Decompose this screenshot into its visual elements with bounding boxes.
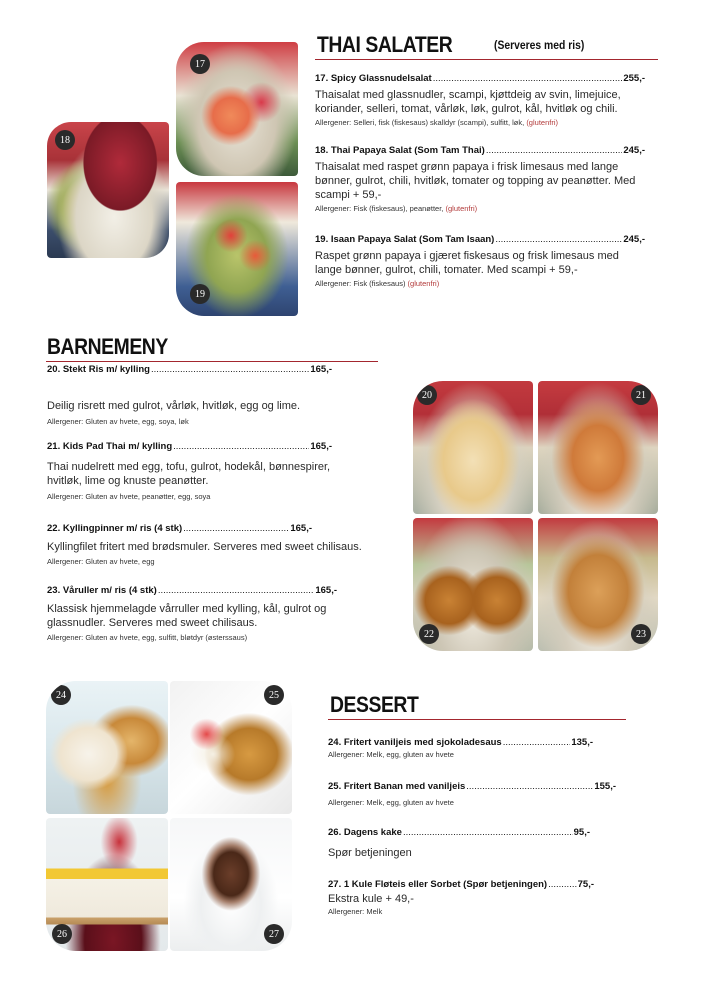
photo-kids-fried-rice-20 — [413, 381, 533, 514]
item-allergens: Allergener: Gluten av hvete, egg, soya, løk — [47, 417, 189, 426]
item-description: Thaisalat med glassnudler, scampi, kjøttdeig av svin, limejuice, koriander, selleri, tomat, vårløk, løk, gulrot, kål, hvitløk og chili. — [315, 89, 621, 115]
item-allergens: Allergener: Melk, egg, gluten av hvete — [328, 750, 454, 759]
item-number-badge-27: 27 — [264, 924, 284, 944]
leader-dots — [158, 585, 315, 596]
item-price: 165,- — [310, 364, 332, 375]
item-number-badge-22: 22 — [419, 624, 439, 644]
allergen-text: Allergener: Fisk (fiskesaus), peanøtter, — [315, 204, 444, 213]
leader-dots — [173, 441, 309, 452]
leader-dots — [433, 73, 623, 84]
leader-dots — [466, 781, 593, 792]
item-price: 165,- — [315, 585, 337, 596]
item-name: 25. Fritert Banan med vaniljeis — [328, 781, 466, 792]
menu-item-27 — [328, 879, 594, 917]
menu-item-20-details — [47, 399, 377, 427]
item-price: 245,- — [623, 234, 645, 245]
item-allergens: Allergener: Gluten av hvete, egg, sulfitt, bløtdyr (østerssaus) — [47, 633, 248, 642]
item-name: 22. Kyllingpinner m/ ris (4 stk) — [47, 523, 183, 534]
item-name: 17. Spicy Glassnudelsalat — [315, 73, 432, 84]
item-price: 135,- — [571, 737, 593, 748]
item-allergens — [315, 278, 645, 289]
leader-dots — [486, 145, 623, 156]
item-name: 21. Kids Pad Thai m/ kylling — [47, 441, 173, 452]
photo-dessert-cake-26 — [46, 818, 168, 951]
item-number-badge-23: 23 — [631, 624, 651, 644]
photo-salad-18 — [47, 122, 169, 258]
item-description: Kyllingfilet fritert med brødsmuler. Serveres med sweet chilisaus. — [47, 541, 362, 553]
leader-dots — [183, 523, 289, 534]
item-number-badge-18: 18 — [55, 130, 75, 150]
photo-salad-19 — [176, 182, 298, 316]
item-number-badge-26: 26 — [52, 924, 72, 944]
leader-dots — [151, 364, 309, 375]
menu-item-22 — [47, 523, 312, 534]
menu-item-25 — [328, 781, 616, 808]
allergen-text: Allergener: Fisk (fiskesaus) — [315, 279, 406, 288]
photo-dessert-ice-cream-27 — [170, 818, 292, 951]
menu-item-20 — [47, 364, 332, 375]
allergen-text: Allergener: Selleri, fisk (fiskesaus) skalldyr (scampi), sulfitt, løk, — [315, 118, 525, 127]
photo-kids-spring-rolls-23 — [538, 518, 658, 651]
item-allergens: Allergener: Gluten av hvete, peanøtter, egg, soya — [47, 492, 211, 501]
photo-dessert-fried-banana-25 — [170, 681, 292, 814]
item-number-badge-19: 19 — [190, 284, 210, 304]
section-title-barnemeny: BARNEMENY — [47, 334, 168, 359]
section-divider — [315, 59, 658, 60]
item-name: 26. Dagens kake — [328, 827, 402, 838]
item-price: 155,- — [594, 781, 616, 792]
item-name: 20. Stekt Ris m/ kylling — [47, 364, 150, 375]
leader-dots — [548, 879, 577, 890]
item-allergens — [315, 117, 645, 128]
item-description: Spør betjeningen — [328, 847, 412, 859]
item-name: 23. Våruller m/ ris (4 stk) — [47, 585, 157, 596]
item-price: 95,- — [573, 827, 590, 838]
item-number-badge-20: 20 — [417, 385, 437, 405]
leader-dots — [503, 737, 571, 748]
item-price: 245,- — [623, 145, 645, 156]
item-allergens — [315, 203, 645, 214]
item-number-badge-24: 24 — [51, 685, 71, 705]
menu-item-24 — [328, 737, 593, 760]
leader-dots — [495, 234, 622, 245]
item-description: Klassisk hjemmelagde vårruller med kylling, kål, gulrot og glassnudler. Serveres med sweet chilisaus. — [47, 603, 327, 629]
gluten-free-tag: (glutenfri) — [407, 279, 440, 288]
menu-item-23-details — [47, 602, 367, 643]
item-price: 75,- — [577, 879, 594, 890]
menu-item-23 — [47, 585, 337, 596]
item-name: 18. Thai Papaya Salat (Som Tam Thai) — [315, 145, 485, 156]
leader-dots — [403, 827, 573, 838]
section-title-dessert: DESSERT — [330, 692, 419, 717]
gluten-free-tag: (glutenfri) — [445, 204, 478, 213]
photo-dessert-fried-icecream-24 — [46, 681, 168, 814]
item-allergens: Allergener: Melk — [328, 907, 383, 916]
item-allergens: Allergener: Gluten av hvete, egg — [47, 557, 155, 566]
item-name: 19. Isaan Papaya Salat (Som Tam Isaan) — [315, 234, 495, 245]
item-description: Thaisalat med raspet grønn papaya i frisk limesaus med lange bønner, gulrot, chili, hvitløk, tomater og topping av peanøtter. Med scampi + 59,- — [315, 161, 636, 201]
item-price: 255,- — [623, 73, 645, 84]
menu-item-19 — [315, 234, 645, 289]
item-number-badge-21: 21 — [631, 385, 651, 405]
menu-item-22-details — [47, 540, 387, 567]
menu-item-18 — [315, 145, 645, 214]
section-title-thai-salater: THAI SALATER — [317, 32, 453, 57]
item-description: Raspet grønn papaya i gjæret fiskesaus og frisk limesaus med lange bønner, gulrot, chili, tomater. Med scampi + 59,- — [315, 250, 619, 276]
item-number-badge-25: 25 — [264, 685, 284, 705]
menu-item-17 — [315, 73, 645, 128]
item-description: Ekstra kule + 49,- — [328, 893, 414, 905]
section-note-serveres-med-ris: (Serveres med ris) — [494, 40, 585, 52]
item-name: 27. 1 Kule Fløteis eller Sorbet (Spør betjeningen) — [328, 879, 548, 890]
item-price: 165,- — [310, 441, 332, 452]
section-divider — [328, 719, 626, 720]
section-divider — [46, 361, 378, 362]
item-price: 165,- — [290, 523, 312, 534]
item-description: Deilig risrett med gulrot, vårløk, hvitløk, egg og lime. — [47, 400, 301, 412]
photo-kids-pad-thai-21 — [538, 381, 658, 514]
photo-kids-chicken-sticks-22 — [413, 518, 533, 651]
item-description: Thai nudelrett med egg, tofu, gulrot, hodekål, bønnespirer, hvitløk, lime og knuste peanøtter. — [47, 461, 331, 487]
photo-salad-17 — [176, 42, 298, 176]
gluten-free-tag: (glutenfri) — [526, 118, 558, 127]
menu-item-21 — [47, 441, 332, 502]
item-allergens: Allergener: Melk, egg, gluten av hvete — [328, 798, 454, 807]
menu-item-26 — [328, 827, 590, 860]
item-number-badge-17: 17 — [190, 54, 210, 74]
item-name: 24. Fritert vaniljeis med sjokoladesaus — [328, 737, 502, 748]
